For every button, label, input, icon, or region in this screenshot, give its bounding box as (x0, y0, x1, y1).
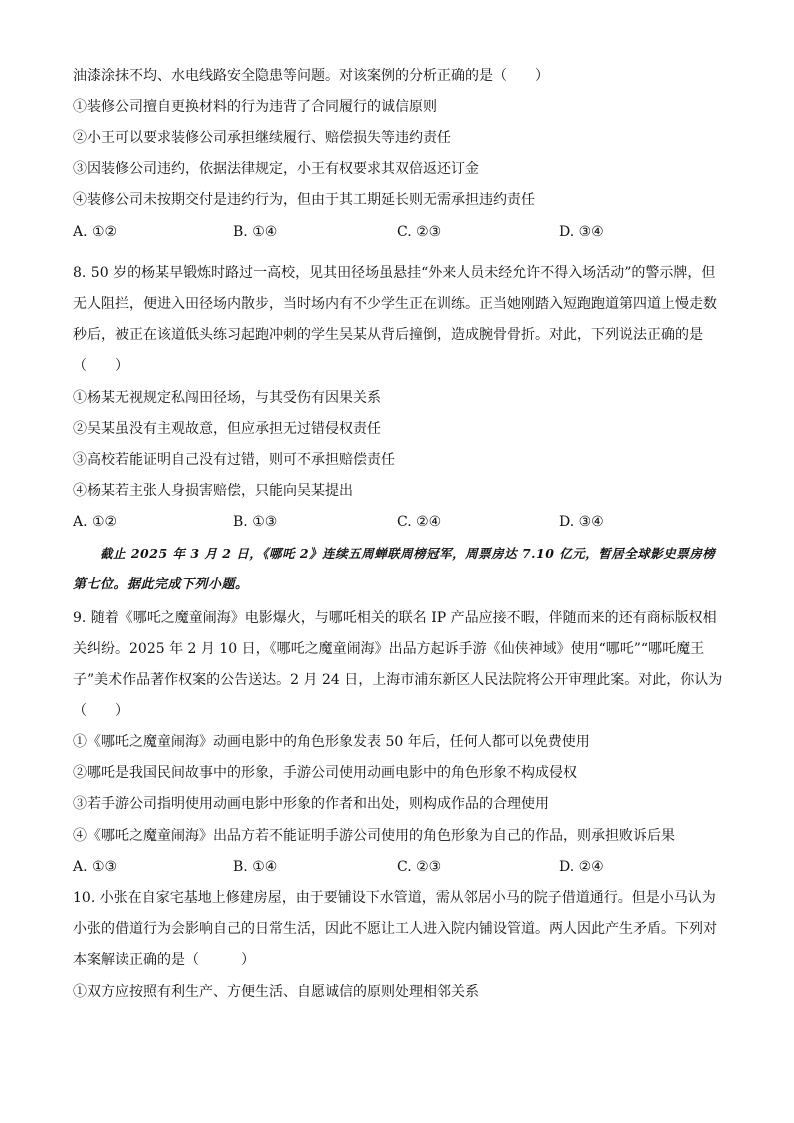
q9-option-d[interactable]: D. ②④ (559, 859, 604, 875)
q9-stem-line-3: 子”美术作品著作权案的公告送达。2 月 24 日，上海市浦东新区人民法院将公开审理此案。对此，你认为 (73, 672, 723, 688)
q8-item-1: ①杨某无视规定私闯田径场，与其受伤有因果关系 (73, 390, 381, 406)
q9-option-b[interactable]: B. ①④ (233, 859, 278, 875)
q8-stem-line-4: （ ） (73, 358, 129, 374)
q7-item-3: ③因装修公司违约，依据法律规定，小王有权要求其双倍返还订金 (73, 161, 479, 177)
q7-option-a[interactable]: A. ①② (73, 224, 118, 240)
q10-stem-line-3: 本案解读正确的是（ ） (73, 952, 255, 968)
q10-item-1: ①双方应按照有利生产、方便生活、自愿诚信的原则处理相邻关系 (73, 984, 479, 1000)
material-line-1: 截止 2025 年 3 月 2 日，《哪吒 2》连续五周蝉联周榜冠军，周票房达 7.10 亿元，暂居全球影史票房榜 (100, 546, 716, 561)
q7-option-d[interactable]: D. ③④ (559, 224, 604, 240)
q10-stem-line-1: 10. 小张在自家宅基地上修建房屋，由于要铺设下水管道，需从邻居小马的院子借道通行。但是小马认为 (73, 890, 716, 906)
q9-item-1: ①《哪吒之魔童闹海》动画电影中的角色形象发表 50 年后，任何人都可以免费使用 (73, 734, 590, 750)
q10-stem-line-2: 小张的借道行为会影响自己的日常生活，因此不愿让工人进入院内铺设管道。两人因此产生矛盾。下列对 (73, 921, 717, 937)
q7-option-c[interactable]: C. ②③ (397, 224, 442, 240)
q9-stem-line-2: 关纠纷。2025 年 2 月 10 日，《哪吒之魔童闹海》出品方起诉手游《仙侠神域》使用“哪吒”“哪吒魔王 (73, 641, 705, 657)
q7-item-1: ①装修公司擅自更换材料的行为违背了合同履行的诚信原则 (73, 99, 437, 115)
q8-item-3: ③高校若能证明自己没有过错，则可不承担赔偿责任 (73, 452, 395, 468)
q8-options (73, 512, 723, 532)
q9-item-2: ②哪吒是我国民间故事中的形象，手游公司使用动画电影中的角色形象不构成侵权 (73, 765, 577, 781)
q8-stem-line-2: 无人阻拦，便进入田径场内散步，当时场内有不少学生正在训练。正当她刚踏入短跑跑道第四道上慢走数 (73, 296, 717, 312)
q7-stem: 油漆涂抹不均、水电线路安全隐患等问题。对该案例的分析正确的是（ ） (73, 68, 549, 84)
q7-item-2: ②小王可以要求装修公司承担继续履行、赔偿损失等违约责任 (73, 130, 451, 146)
q8-option-a[interactable]: A. ①② (73, 514, 118, 530)
q9-stem-line-4: （ ） (73, 703, 129, 719)
q7-option-b[interactable]: B. ①④ (233, 224, 278, 240)
q8-item-4: ④杨某若主张人身损害赔偿，只能向吴某提出 (73, 483, 353, 499)
q8-stem-line-3: 秒后，被正在该道低头练习起跑冲刺的学生吴某从背后撞倒，造成腕骨骨折。对此，下列说法正确的是 (73, 327, 703, 343)
material-line-2: 第七位。据此完成下列小题。 (73, 577, 249, 592)
q7-item-4: ④装修公司未按期交付是违约行为，但由于其工期延长则无需承担违约责任 (73, 192, 535, 208)
q9-option-a[interactable]: A. ①③ (73, 859, 118, 875)
q9-item-4: ④《哪吒之魔童闹海》出品方若不能证明手游公司使用的角色形象为自己的作品，则承担败诉后果 (73, 828, 675, 844)
q9-options (73, 857, 723, 877)
q7-options (73, 222, 723, 242)
q8-option-b[interactable]: B. ①③ (233, 514, 278, 530)
q8-item-2: ②吴某虽没有主观故意，但应承担无过错侵权责任 (73, 421, 381, 437)
q9-option-c[interactable]: C. ②③ (397, 859, 442, 875)
q8-stem-line-1: 8. 50 岁的杨某早锻炼时路过一高校，见其田径场虽悬挂“外来人员未经允许不得入场活动”的警示牌，但 (73, 265, 716, 281)
q8-option-c[interactable]: C. ②④ (397, 514, 442, 530)
q9-stem-line-1: 9. 随着《哪吒之魔童闹海》电影爆火，与哪吒相关的联名 IP 产品应接不暇，伴随而来的还有商标版权相 (73, 610, 717, 626)
q9-item-3: ③若手游公司指明使用动画电影中形象的作者和出处，则构成作品的合理使用 (73, 796, 549, 812)
q8-option-d[interactable]: D. ③④ (559, 514, 604, 530)
